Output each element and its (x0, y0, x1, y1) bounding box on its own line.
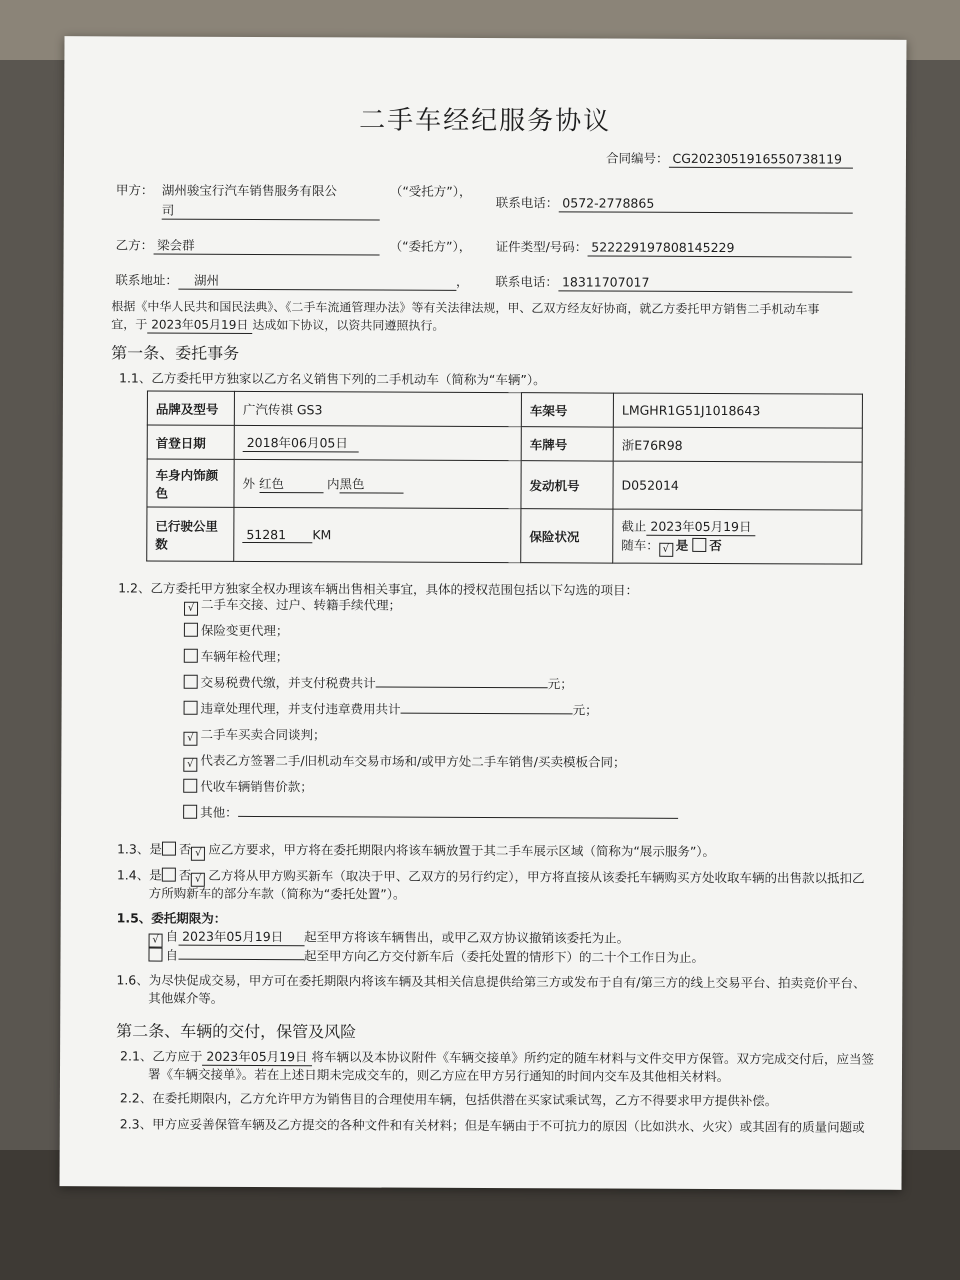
table-row (147, 459, 862, 510)
insurance-no-checkbox[interactable] (692, 537, 706, 551)
brand-label: 品牌及型号 (147, 391, 234, 425)
clause-1-5-heading: 1.5、委托期限为： (116, 910, 227, 926)
clause-2-1-line2: 署《车辆交接单》。若在上述日期未完成交车的，则乙方应在甲方另行通知的时间内交车及其他相关材料。 (147, 1066, 730, 1085)
clause-1-3: 1.3、是 否 √ 应乙方要求，甲方将在委托期限内将该车辆放置于其二手车展示区域（简称为“展示服务”）。 (116, 841, 716, 860)
insurance-label: 保险状况 (521, 509, 613, 563)
c13-yes-checkbox[interactable] (162, 842, 176, 856)
c12-item: 代收车辆销售价款； (183, 779, 313, 796)
clause-2-3: 2.3、甲方应妥善保管车辆及乙方提交的各种文件和有关材料；但是车辆由于不可抗力的原因（比如洪水、火灾）或其固有的质量问题或 (119, 1116, 865, 1135)
clause-1-6: 1.6、为尽快促成交易，甲方可在委托期限内将该车辆及其相关信息提供给第三方或发布于自有/第三方的线上交易平台、拍卖竞价平台、 (116, 972, 866, 991)
reg-date-value: 2018年06月05日 (234, 425, 521, 460)
c15-option-1-checkbox[interactable]: √ (149, 934, 163, 948)
c12-item: √ 二手车买卖合同谈判； (183, 727, 325, 747)
party-b-address: 联系地址： 湖州 ， (115, 272, 469, 289)
c14-yes-checkbox[interactable] (162, 868, 176, 882)
c12-checkbox[interactable]: √ (183, 732, 197, 746)
c15-option-1: √ 自 2023年05月19日 起至甲方将该车辆售出，或甲乙双方协议撤销该委托为止。 (149, 929, 630, 950)
table-row (147, 507, 862, 564)
party-b-name: 乙方： 梁会群 (116, 237, 380, 255)
plate-label: 车牌号 (521, 427, 613, 461)
preamble-line2: 宜，于 2023年05月19日 达成如下协议，以资共同遵照执行。 (111, 317, 445, 333)
c12-checkbox[interactable] (184, 623, 198, 637)
engine-value: D052014 (613, 461, 862, 510)
contract-number: 合同编号： CG2023051916550738119 (606, 151, 853, 169)
mileage-label: 已行驶公里 数 (147, 507, 234, 561)
document-title: 二手车经纪服务协议 (359, 105, 612, 137)
c12-item: 保险变更代理； (184, 623, 289, 639)
c12-checkbox[interactable] (184, 701, 198, 715)
vin-value: LMGHR1G51J1018643 (613, 393, 862, 428)
c12-item: 车辆年检代理； (184, 649, 289, 665)
clause-1-4-line2: 方所购新车的部分车款（简称为“委托处置”）。 (148, 885, 406, 902)
party-a-phone: 联系电话： 0572-2778865 (496, 195, 853, 214)
vin-label: 车架号 (521, 393, 613, 427)
plate-value: 浙E76R98 (613, 427, 862, 462)
clause-1-2: 1.2、乙方委托甲方独家全权办理该车辆出售相关事宜，具体的授权范围包括以下勾选的项目： (118, 580, 639, 598)
insurance-value: 截止 2023年05月19日 随车： √ 是 否 (613, 509, 862, 564)
party-a-name: 湖州骏宝行汽车销售服务有限公 (161, 182, 337, 199)
color-label: 车身内饰颜 色 (147, 459, 234, 507)
table-row (147, 425, 862, 462)
c15-option-2-checkbox[interactable] (148, 948, 162, 962)
c12-item: √ 二手车交接、过户、转籍手续代理； (184, 597, 401, 617)
section1-heading: 第一条、委托事务 (111, 343, 240, 363)
party-b-role: （“委托方”）， (389, 238, 472, 254)
party-b-id: 证件类型/号码： 522229197808145229 (496, 239, 852, 258)
clause-2-2: 2.2、在委托期限内，乙方允许甲方为销售目的合理使用车辆，包括供潜在买家试乘试驾，乙方不得要求甲方提供补偿。 (119, 1090, 778, 1109)
insurance-yes-checkbox[interactable]: √ (659, 542, 673, 556)
clause-1-4: 1.4、是 否 √ 乙方将从甲方购买新车（取决于甲、乙双方的另行约定），甲方将直接从该委托车辆购买方处收取车辆的出售款以抵扣乙 (116, 867, 865, 886)
party-a-role: （“受托方”）， (389, 183, 472, 199)
party-a-name-line2: 司 (162, 203, 380, 221)
c12-checkbox[interactable]: √ (184, 602, 198, 616)
c12-checkbox[interactable] (183, 805, 197, 819)
clause-2-1: 2.1、乙方应于 2023年05月19日 将车辆以及本协议附件《车辆交接单》所约定的随车材料与文件交甲方保管。双方完成交付后，应当签 (120, 1048, 875, 1067)
c14-no-checkbox[interactable]: √ (191, 873, 205, 887)
table-row (147, 391, 862, 428)
c12-checkbox[interactable]: √ (183, 758, 197, 772)
c12-item: 其他： (183, 805, 678, 823)
color-value: 外 红色 内黑色 (234, 459, 521, 508)
c13-no-checkbox[interactable]: √ (191, 847, 205, 861)
party-a-label: 甲方： (115, 182, 154, 198)
c12-checkbox[interactable] (184, 649, 198, 663)
clause-1-1: 1.1、乙方委托甲方独家以乙方名义销售下列的二手机动车（简称为“车辆”）。 (118, 370, 546, 388)
brand-value: 广汽传祺 GS3 (234, 391, 521, 426)
vehicle-table (146, 391, 863, 565)
c15-option-2: 自 起至甲方向乙方交付新车后（委托处置的情形下）的二十个工作日为止。 (148, 948, 704, 966)
section2-heading: 第二条、车辆的交付，保管及风险 (116, 1021, 357, 1042)
c12-checkbox[interactable] (183, 779, 197, 793)
c12-item: √ 代表乙方签署二手/旧机动车交易市场和/或甲方处二手车销售/买卖模板合同； (183, 753, 625, 774)
engine-label: 发动机号 (521, 461, 613, 509)
c12-item: 交易税费代缴，并支付税费共计 元； (184, 675, 573, 693)
party-b-phone: 联系电话： 18311707017 (495, 274, 852, 293)
preamble-line1: 根据《中华人民共和国民法典》、《二手车流通管理办法》等有关法律法规，甲、乙双方经友好协商，就乙方委托甲方销售二手机动车事 (111, 299, 820, 317)
reg-date-label: 首登日期 (147, 425, 234, 459)
c12-checkbox[interactable] (184, 675, 198, 689)
document-page (59, 36, 906, 1190)
clause-1-6-line2: 其他媒介等。 (148, 990, 224, 1006)
mileage-value: 51281 KM (234, 507, 521, 562)
c12-item: 违章处理代理，并支付违章费用共计 元； (184, 701, 598, 719)
